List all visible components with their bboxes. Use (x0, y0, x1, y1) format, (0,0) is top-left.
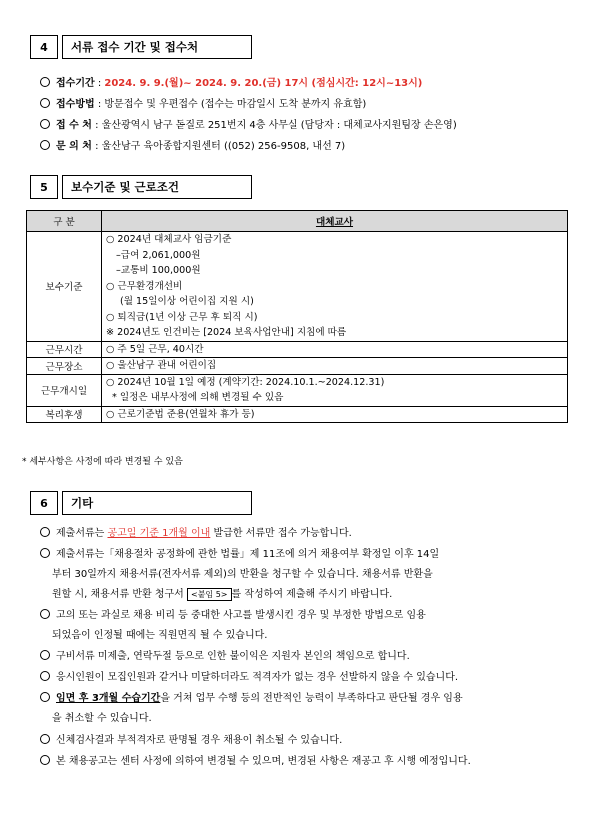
circle-bullet-icon (40, 609, 50, 619)
reception-place (40, 116, 457, 131)
row-label: 보수기준 (27, 232, 102, 342)
text: 원할 시, 채용서류 반환 청구서 (52, 589, 187, 600)
circle-bullet-icon (40, 527, 50, 537)
cell-line: ○ 근로기준법 준용(연월차 휴가 등) (106, 408, 255, 420)
cell-line: ○ 주 5일 근무, 40시간 (106, 343, 204, 355)
section-4-heading (30, 35, 252, 59)
text: 신체검사결과 부적격자로 판명될 경우 채용이 취소될 수 있습니다. (56, 735, 343, 746)
section-title: 기타 (62, 491, 252, 515)
item-label: 접수방법 (56, 99, 95, 110)
item-value: 울산광역시 남구 돋질로 251번지 4층 사무실 (담당자 : 대체교사지원팀장 손은영) (101, 120, 457, 131)
item-sep: : (91, 141, 102, 152)
text: 를 작성하여 제출해 주시기 바랍니다. (231, 589, 393, 600)
highlight-text: 공고일 기준 1개월 이내 (107, 528, 211, 539)
item-sep: : (94, 78, 105, 89)
etc-item-3 (40, 606, 426, 625)
circle-bullet-icon (40, 755, 50, 765)
row-content (102, 374, 568, 406)
etc-item-6-cont: 을 취소할 수 있습니다. (52, 713, 152, 724)
reception-period (40, 74, 422, 89)
row-label: 복리후생 (27, 406, 102, 423)
item-value: 울산남구 육아종합지원센터 ((052) 256-9508, 내선 7) (101, 141, 346, 152)
item-value: 2024. 9. 9.(월)~ 2024. 9. 20.(금) 17시 (점심시간: 12시~13시) (104, 78, 423, 89)
circle-bullet-icon (40, 671, 50, 681)
item-value: 방문접수 및 우편접수 (접수는 마감일시 도착 분까지 유효함) (104, 99, 367, 110)
text: 제출서류는「채용절차 공정화에 관한 법률」제 11조에 의거 채용여부 확정일 이후 14일 (56, 549, 440, 560)
circle-bullet-icon (40, 548, 50, 558)
cell-line: ○ 근무환경개선비 (106, 280, 183, 292)
text: 제출서류는 (56, 528, 108, 539)
row-label: 근무시간 (27, 341, 102, 358)
table-footnote: * 세부사항은 사정에 따라 변경될 수 있음 (22, 457, 183, 467)
highlight-text: 임면 후 3개월 수습기간 (56, 693, 161, 704)
etc-item-3-cont: 되었음이 인정될 때에는 직원면직 될 수 있습니다. (52, 630, 268, 641)
text: 응시인원이 모집인원과 같거나 미달하더라도 적격자가 없는 경우 선발하지 않을 수 있습니다. (56, 672, 459, 683)
section-number: 5 (30, 175, 58, 199)
etc-item-1 (40, 524, 352, 543)
item-label: 접 수 처 (56, 120, 92, 131)
text: 을 거쳐 업무 수행 등의 전반적인 능력이 부족하다고 판단될 경우 임용 (160, 693, 463, 704)
etc-item-8 (40, 752, 471, 771)
header-substitute-teacher: 대체교사 (102, 211, 568, 232)
table-row (27, 232, 568, 342)
cell-line: –급여 2,061,000원 (116, 249, 201, 261)
item-sep: : (94, 99, 105, 110)
section-number: 4 (30, 35, 58, 59)
cell-line: ○ 2024년 10월 1일 예정 (계약기간: 2024.10.1.~2024.12.31) (106, 376, 385, 388)
etc-item-7 (40, 731, 342, 750)
text: 고의 또는 과실로 채용 비리 등 중대한 사고를 발생시킨 경우 및 부정한 방법으로 임용 (56, 610, 426, 621)
header-category: 구 분 (27, 211, 102, 232)
text: 본 채용공고는 센터 사정에 의하여 변경될 수 있으며, 변경된 사항은 재공고 후 시행 예정입니다. (56, 756, 471, 767)
circle-bullet-icon (40, 734, 50, 744)
cell-line: –교통비 100,000원 (116, 265, 201, 276)
row-content (102, 232, 568, 342)
row-content (102, 341, 568, 358)
working-conditions-table (26, 210, 568, 423)
circle-bullet-icon (40, 119, 50, 129)
etc-item-4 (40, 647, 410, 666)
section-title: 서류 접수 기간 및 접수처 (62, 35, 252, 59)
table-row (27, 406, 568, 423)
cell-line: ○ 2024년 대체교사 임금기준 (106, 234, 232, 245)
attachment-box: <붙임 5> (187, 588, 232, 601)
etc-item-5 (40, 668, 458, 687)
item-sep: : (91, 120, 102, 131)
circle-bullet-icon (40, 98, 50, 108)
item-label: 문 의 처 (56, 141, 92, 152)
inquiry (40, 137, 345, 152)
section-5-heading (30, 175, 252, 199)
cell-line: * 일정은 내부사정에 의해 변경될 수 있음 (112, 392, 284, 403)
table-row (27, 358, 568, 375)
circle-bullet-icon (40, 77, 50, 87)
reception-method (40, 95, 366, 110)
row-label: 근무장소 (27, 358, 102, 375)
circle-bullet-icon (40, 140, 50, 150)
cell-line: (월 15일이상 어린이집 지원 시) (120, 296, 254, 307)
etc-item-2-cont (52, 585, 392, 604)
etc-item-6 (40, 689, 463, 708)
section-6-heading (30, 491, 252, 515)
table-row (27, 374, 568, 406)
etc-item-2-cont: 부터 30일까지 채용서류(전자서류 제외)의 반환을 청구할 수 있습니다. 채용서류 반환을 (52, 569, 433, 580)
table-header-row (27, 211, 568, 232)
text: 발급한 서류만 접수 가능합니다. (210, 528, 352, 539)
text: 구비서류 미제출, 연락두절 등으로 인한 불이익은 지원자 본인의 책임으로 합니다. (56, 651, 410, 662)
cell-line: ※ 2024년도 인건비는 [2024 보육사업안내] 지침에 따름 (106, 327, 347, 338)
item-label: 접수기간 (56, 78, 95, 89)
row-content (102, 358, 568, 375)
row-content (102, 406, 568, 423)
row-label: 근무개시일 (27, 374, 102, 406)
circle-bullet-icon (40, 692, 50, 702)
section-title: 보수기준 및 근로조건 (62, 175, 252, 199)
section-number: 6 (30, 491, 58, 515)
etc-item-2 (40, 545, 439, 564)
circle-bullet-icon (40, 650, 50, 660)
cell-line: ○ 퇴직금(1년 이상 근무 후 퇴직 시) (106, 311, 258, 323)
cell-line: ○ 울산남구 관내 어린이집 (106, 360, 217, 371)
table-row (27, 341, 568, 358)
